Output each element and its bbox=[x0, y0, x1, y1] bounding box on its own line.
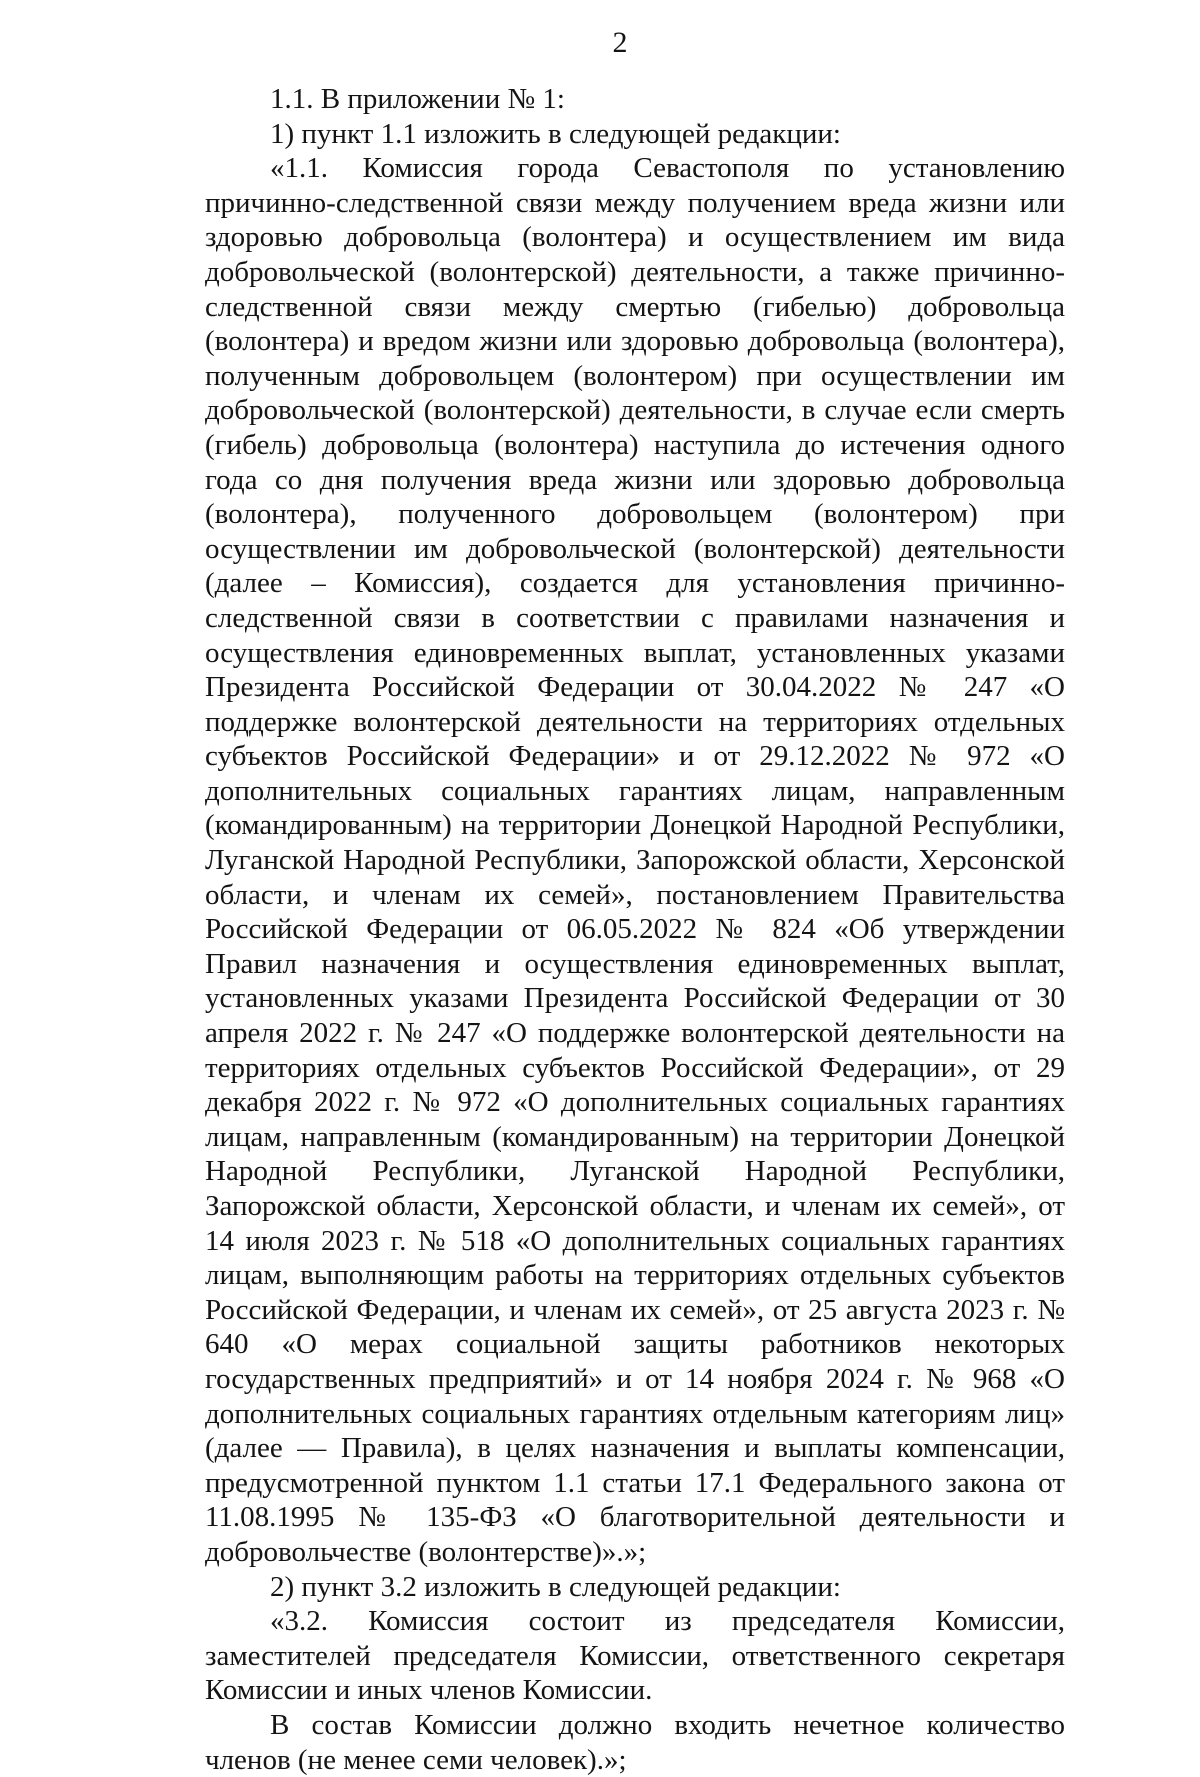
paragraph-item-1-1-text: «1.1. Комиссия города Севастополя по установлению причинно-следственной связи между получением вреда жизни или здоровью добровольца (волонтера) и осуществлением им вида добровольческой (волонтерской) деятельности, а также причинно-следственной связи между смертью (гибелью) добровольца (волонтера) и вредом жизни или здоровью добровольца (волонтера), полученным добровольцем (волонтером) при осуществлении им добровольческой (волонтерской) деятельности, в случае если смерть (гибель) добровольца (волонтера) наступила до истечения одного года со дня получения вреда жизни или здоровью добровольца (волонтера), полученного добровольцем (волонтером) при осуществлении им добровольческой (волонтерской) деятельности (далее – Комиссия), создается для установления причинно-следственной связи в соответствии с правилами назначения и осуществления единовременных выплат, установленных указами Президента Российской Федерации от 30.04.2022 № 247 «О поддержке волонтерской деятельности на территориях отдельных субъектов Российской Федерации» и от 29.12.2022 № 972 «О дополнительных социальных гарантиях лицам, направленным (командированным) на территории Донецкой Народной Республики, Луганской Народной Республики, Запорожской области, Херсонской области, и членам их семей», постановлением Правительства Российской Федерации от 06.05.2022 № 824 «Об утверждении Правил назначения и осуществления единовременных выплат, установленных указами Президента Российской Федерации от 30 апреля 2022 г. № 247 «О поддержке волонтерской деятельности на территориях отдельных субъектов Российской Федерации», от 29 декабря 2022 г. № 972 «О дополнительных социальных гарантиях лицам, направленным (командированным) на территории Донецкой Народной Республики, Луганской Народной Республики, Запорожской области, Херсонской области, и членам их семей», от 14 июля 2023 г. № 518 «О дополнительных социальных гарантиях лицам, выполняющим работы на территориях отдельных субъектов Российской Федерации, и членам их семей», от 25 августа 2023 г. № 640 «О мерах социальной защиты работников некоторых государственных предприятий» и от 14 ноября 2024 г. № 968 «О дополнительных социальных гарантиях отдельным категориям лиц» (далее — Правила), в целях назначения и выплаты компенсации, предусмотренной пунктом 1.1 статьи 17.1 Федерального закона от 11.08.1995 № 135-ФЗ «О благотворительной деятельности и добровольчестве (волонтерстве)».»; bbox=[205, 152, 1065, 1568]
paragraph-item-3-2-text: «3.2. Комиссия состоит из председателя Комиссии, заместителей председателя Комиссии, ответственного секретаря Комиссии и иных членов Комиссии. bbox=[205, 1605, 1065, 1707]
document-body bbox=[205, 82, 1065, 1777]
paragraph-appendix-heading: 1.1. В приложении № 1: bbox=[270, 83, 565, 115]
page-number: 2 bbox=[612, 26, 628, 59]
paragraph-item-1-intro: 1) пункт 1.1 изложить в следующей редакции: bbox=[270, 117, 841, 150]
paragraph-commission-composition: В состав Комиссии должно входить нечетное количество членов (не менее семи человек).»; bbox=[205, 1708, 1065, 1776]
paragraph-item-2-intro: 2) пункт 3.2 изложить в следующей редакции: bbox=[270, 1570, 841, 1603]
